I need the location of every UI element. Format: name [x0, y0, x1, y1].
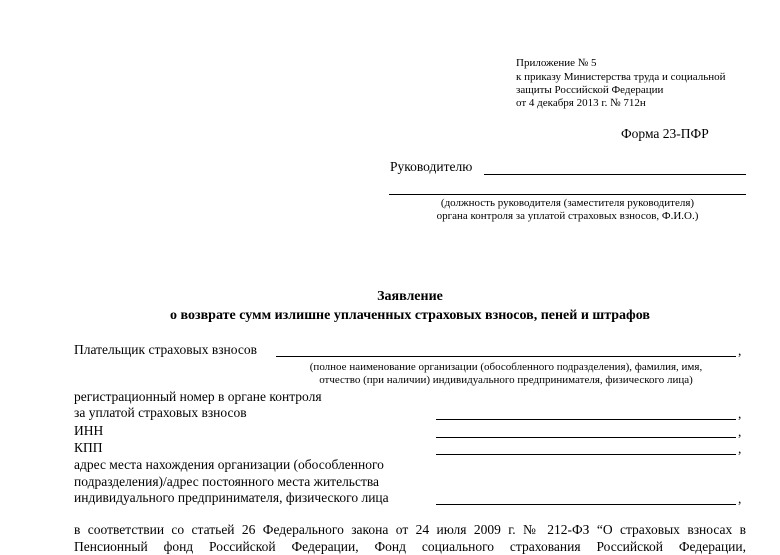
kpp-label: КПП	[74, 440, 103, 455]
address-label-3: индивидуального предпринимателя, физического лица	[74, 490, 389, 505]
addressee-line-2	[389, 194, 746, 195]
addressee-label: Руководителю	[390, 159, 473, 174]
reg-number-line	[436, 419, 736, 420]
document-subtitle: о возврате сумм излишне уплаченных страховых взносов, пеней и штрафов	[170, 308, 650, 323]
payer-hint-1: (полное наименование организации (обособленного подразделения), фамилия, имя,	[309, 361, 703, 373]
body-text-line-1: в соответствии со статьей 26 Федерального закона от 24 июля 2009 г. № 212-ФЗ “О страховых взносах в	[74, 522, 746, 537]
address-comma: ,	[738, 491, 742, 506]
addressee-hint-2: органа контроля за уплатой страховых взносов, Ф.И.О.)	[436, 210, 699, 222]
body-text-line-2: Пенсионный фонд Российской Федерации, Фонд социального страхования Российской Федерации,	[74, 539, 746, 554]
document-title: Заявление	[377, 289, 443, 304]
inn-label: ИНН	[74, 423, 104, 438]
kpp-comma: ,	[738, 441, 742, 456]
payer-comma: ,	[738, 343, 742, 358]
payer-hint-2: отчество (при наличии) индивидуального предпринимателя, физического лица)	[319, 374, 693, 386]
payer-label: Плательщик страховых взносов	[74, 342, 257, 357]
form-number: Форма 23-ПФР	[621, 126, 709, 141]
kpp-line	[436, 454, 736, 455]
address-label-1: адрес места нахождения организации (обособленного	[74, 457, 384, 472]
appendix-line-1: Приложение № 5	[516, 57, 597, 69]
address-line	[436, 504, 736, 505]
address-label-2: подразделения)/адрес постоянного места жительства	[74, 474, 380, 489]
appendix-line-4: от 4 декабря 2013 г. № 712н	[516, 97, 646, 109]
addressee-hint-1: (должность руководителя (заместителя руководителя)	[440, 197, 695, 209]
inn-line	[436, 437, 736, 438]
appendix-line-2: к приказу Министерства труда и социальной	[516, 71, 726, 83]
reg-number-label-1: регистрационный номер в органе контроля	[74, 389, 322, 404]
appendix-line-3: защиты Российской Федерации	[516, 84, 664, 96]
payer-line	[276, 356, 736, 357]
reg-number-comma: ,	[738, 406, 742, 421]
inn-comma: ,	[738, 424, 742, 439]
addressee-line-1	[484, 174, 746, 175]
reg-number-label-2: за уплатой страховых взносов	[74, 405, 247, 420]
